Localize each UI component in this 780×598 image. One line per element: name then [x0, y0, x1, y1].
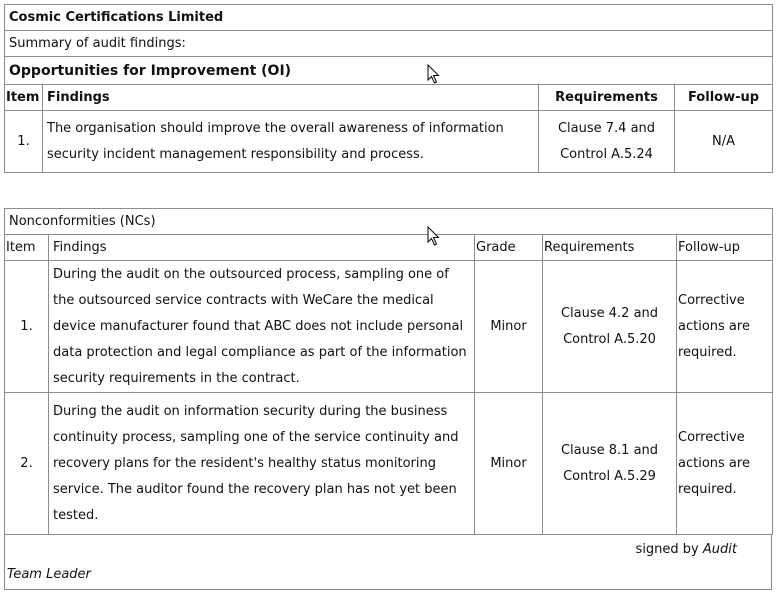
oi-header-requirements: Requirements — [539, 85, 675, 111]
nc-requirements-cell — [543, 393, 677, 535]
oi-item-number: 1. — [5, 111, 43, 173]
nc-header-findings: Findings — [49, 235, 475, 261]
oi-requirements-cell — [539, 111, 675, 173]
company-name: Cosmic Certifications Limited — [5, 5, 773, 31]
followup-line: actions are — [678, 318, 750, 334]
findings-line: service. The auditor found the recovery plan has not yet been — [53, 481, 457, 497]
requirements-line: Clause 4.2 and — [560, 305, 659, 321]
findings-line: security incident management responsibility and process. — [47, 146, 424, 162]
findings-line: device manufacturer found that ABC does not include personal — [53, 318, 464, 334]
nc-item-number: 1. — [5, 261, 49, 393]
nc-header-followup: Follow-up — [677, 235, 773, 261]
followup-line: required. — [678, 344, 737, 360]
findings-line: The organisation should improve the overall awareness of information — [47, 120, 504, 136]
mouse-pointer-icon — [427, 64, 441, 84]
team-leader-label: Team Leader — [7, 567, 91, 582]
requirements-line: Control A.5.24 — [560, 146, 653, 162]
audit-findings-document — [4, 4, 772, 590]
oi-findings-cell — [43, 111, 539, 173]
oi-title: Opportunities for Improvement (OI) — [5, 57, 773, 85]
oi-header-findings: Findings — [43, 85, 539, 111]
findings-line: recovery plans for the resident's healthy status monitoring — [53, 455, 436, 471]
nc-requirements-cell — [543, 261, 677, 393]
nc-findings-cell — [49, 261, 475, 393]
nc-header-requirements: Requirements — [543, 235, 677, 261]
followup-line: Corrective — [678, 429, 745, 445]
findings-line: During the audit on the outsourced process, sampling one of — [53, 266, 449, 282]
findings-line: the outsourced service contracts with WeCare the medical — [53, 292, 434, 308]
findings-line: continuity process, sampling one of the service continuity and — [53, 429, 459, 445]
oi-followup-cell: N/A — [675, 111, 773, 173]
spacer-row — [5, 173, 773, 209]
table-row — [5, 111, 773, 173]
table-row — [5, 393, 773, 535]
requirements-line: Control A.5.29 — [563, 468, 656, 484]
findings-line: security requirements in the contract. — [53, 370, 300, 386]
findings-line: During the audit on information security during the business — [53, 403, 448, 419]
signed-by-text — [636, 542, 737, 557]
nc-table — [4, 208, 773, 535]
nc-findings-cell — [49, 393, 475, 535]
nc-title: Nonconformities (NCs) — [5, 209, 773, 235]
summary-heading: Summary of audit findings: — [5, 31, 773, 57]
nc-header-grade: Grade — [475, 235, 543, 261]
requirements-line: Control A.5.20 — [563, 331, 656, 347]
mouse-pointer-icon — [427, 226, 441, 246]
nc-grade-cell: Minor — [475, 261, 543, 393]
requirements-line: Clause 8.1 and — [560, 442, 659, 458]
nc-header-item: Item — [5, 235, 49, 261]
nc-followup-cell — [677, 393, 773, 535]
oi-header-followup: Follow-up — [675, 85, 773, 111]
nc-followup-cell — [677, 261, 773, 393]
requirements-line: Clause 7.4 and — [557, 120, 656, 136]
followup-line: required. — [678, 481, 737, 497]
findings-line: data protection and legal compliance as part of the information — [53, 344, 467, 360]
oi-header-item: Item — [5, 85, 43, 111]
oi-table — [4, 4, 773, 209]
nc-grade-cell: Minor — [475, 393, 543, 535]
findings-line: tested. — [53, 507, 99, 523]
followup-line: actions are — [678, 455, 750, 471]
signature-block — [4, 535, 772, 590]
nc-item-number: 2. — [5, 393, 49, 535]
signer-name: Audit — [702, 542, 737, 557]
followup-line: Corrective — [678, 292, 745, 308]
table-row — [5, 261, 773, 393]
signed-by-label: signed by — [635, 542, 699, 557]
